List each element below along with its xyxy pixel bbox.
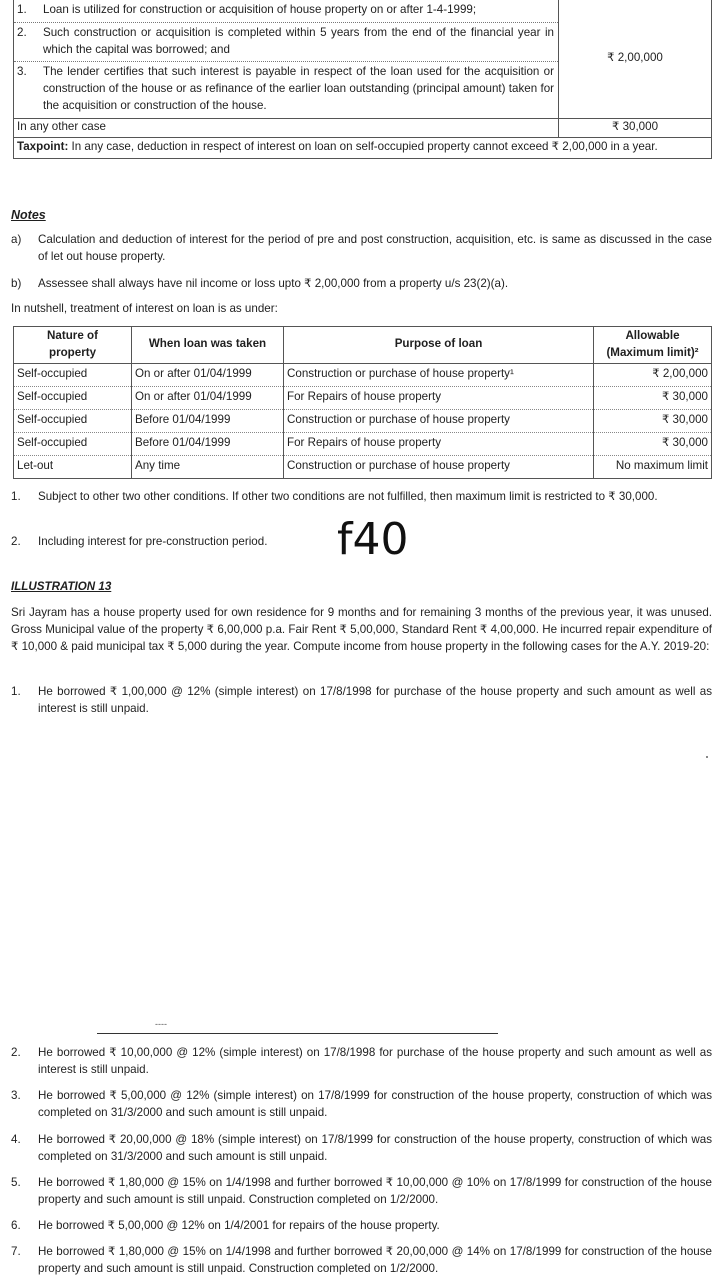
table-row bbox=[14, 386, 712, 409]
illustration-heading: ILLUSTRATION 13 bbox=[11, 580, 112, 593]
handwritten-page-mark: f40 bbox=[337, 514, 409, 565]
case-item: 1. He borrowed ₹ 1,00,000 @ 12% (simple interest) on 17/8/1998 for purchase of the house property and such amount as well as interest is still unpaid. bbox=[11, 685, 712, 715]
condition-text: The lender certifies that such interest is payable in respect of the loan used for the acquisition or construction of the house or as refinance of the earlier loan outstanding (principal amount) taken for the acquisition or construction of the house. bbox=[43, 65, 554, 112]
table-row bbox=[14, 409, 712, 432]
cell-when: On or after 01/04/1999 bbox=[132, 386, 284, 409]
cell-purpose: For Repairs of house property bbox=[284, 432, 594, 455]
cell-purpose: For Repairs of house property bbox=[284, 386, 594, 409]
header-purpose: Purpose of loan bbox=[284, 327, 594, 364]
case-item: 2. He borrowed ₹ 10,00,000 @ 12% (simple interest) on 17/8/1998 for purchase of the house property and such amount as well as interest is still unpaid. bbox=[11, 1046, 712, 1076]
interest-treatment-table bbox=[13, 326, 712, 479]
condition-item: 2. Such construction or acquisition is completed within 5 years from the end of the financial year in which the capital was borrowed; and bbox=[14, 23, 558, 63]
table-row bbox=[14, 363, 712, 386]
taxpoint-text: In any case, deduction in respect of interest on loan on self-occupied property cannot exceed ₹ 2,00,000 in a year. bbox=[68, 139, 658, 153]
cell-purpose: Construction or purchase of house property¹ bbox=[284, 363, 594, 386]
cell-limit: ₹ 30,000 bbox=[594, 386, 712, 409]
cell-nature: Let-out bbox=[14, 455, 132, 478]
case-item: 4. He borrowed ₹ 20,00,000 @ 18% (simple interest) on 17/8/1999 for construction of the house property, construction of which was completed on 31/3/2000 and such amount is still unpaid. bbox=[11, 1133, 712, 1163]
condition-item: 1. Loan is utilized for construction or acquisition of house property on or after 1-4-1999; bbox=[14, 0, 558, 23]
condition-text: Such construction or acquisition is completed within 5 years from the end of the financial year in which the capital was borrowed; and bbox=[43, 25, 554, 56]
case-item: 6. He borrowed ₹ 5,00,000 @ 12% on 1/4/2001 for repairs of the house property. bbox=[11, 1219, 440, 1232]
cell-nature: Self-occupied bbox=[14, 386, 132, 409]
taxpoint bbox=[14, 137, 711, 158]
notes-heading: Notes bbox=[11, 208, 46, 222]
other-case-amount: ₹ 30,000 bbox=[611, 120, 659, 134]
condition-item: 3. The lender certifies that such interest is payable in respect of the loan used for the acquisition or construction of the house or as refinance of the earlier loan outstanding (principal amount) taken for the acquisition or construction of the house. bbox=[14, 62, 558, 117]
cell-when: Before 01/04/1999 bbox=[132, 432, 284, 455]
table-row bbox=[14, 432, 712, 455]
header-when: When loan was taken bbox=[132, 327, 284, 364]
cell-purpose: Construction or purchase of house property bbox=[284, 455, 594, 478]
scan-speck bbox=[706, 756, 708, 758]
footnote-2: 2. Including interest for pre-construction period. bbox=[11, 535, 268, 548]
case-item: 3. He borrowed ₹ 5,00,000 @ 12% (simple interest) on 17/8/1999 for construction of the house property, construction of which was completed on 31/3/2000 and such amount is still unpaid. bbox=[11, 1089, 712, 1119]
condition-text: Loan is utilized for construction or acquisition of house property on or after 1-4-1999; bbox=[43, 3, 477, 16]
other-case-row bbox=[14, 118, 711, 137]
cell-limit: ₹ 30,000 bbox=[594, 432, 712, 455]
cell-nature: Self-occupied bbox=[14, 363, 132, 386]
case-item: 5. He borrowed ₹ 1,80,000 @ 15% on 1/4/1998 and further borrowed ₹ 10,00,000 @ 10% on 17/8/1999 for construction of the house property and such amount is still unpaid. Construction completed on 1/2/2000. bbox=[11, 1176, 712, 1206]
conditions-row bbox=[14, 0, 711, 118]
footnote-1: 1. Subject to other two other conditions. If other two conditions are not fulfilled, then maximum limit is restricted to ₹ 30,000. bbox=[11, 490, 658, 503]
other-case-label: In any other case bbox=[14, 119, 559, 137]
note-a: a) Calculation and deduction of interest for the period of pre and post construction, acquisition, etc. is same as discussed in the case of let out house property. bbox=[11, 233, 712, 263]
conditions-list bbox=[14, 0, 559, 118]
divider bbox=[97, 1033, 498, 1034]
cell-limit: No maximum limit bbox=[594, 455, 712, 478]
faint-mark: ---- bbox=[155, 1019, 167, 1029]
conditions-table bbox=[13, 0, 712, 159]
table-header-row bbox=[14, 327, 712, 364]
cell-when: Before 01/04/1999 bbox=[132, 409, 284, 432]
header-nature: Nature of property bbox=[14, 327, 132, 364]
cell-nature: Self-occupied bbox=[14, 432, 132, 455]
cell-limit: ₹ 30,000 bbox=[594, 409, 712, 432]
cell-limit: ₹ 2,00,000 bbox=[594, 363, 712, 386]
nutshell-intro: In nutshell, treatment of interest on loan is as under: bbox=[11, 302, 278, 315]
table-row bbox=[14, 455, 712, 478]
cell-nature: Self-occupied bbox=[14, 409, 132, 432]
case-item: 7. He borrowed ₹ 1,80,000 @ 15% on 1/4/1998 and further borrowed ₹ 20,00,000 @ 14% on 17/8/1999 for construction of the house property and such amount is still unpaid. Construction completed on 1/2/2000. bbox=[11, 1245, 712, 1275]
taxpoint-label: Taxpoint: bbox=[17, 139, 69, 153]
conditions-amount: ₹ 2,00,000 bbox=[607, 51, 663, 65]
header-allowable: Allowable (Maximum limit)² bbox=[594, 327, 712, 364]
cell-purpose: Construction or purchase of house property bbox=[284, 409, 594, 432]
note-b: b) Assessee shall always have nil income or loss upto ₹ 2,00,000 from a property u/s 23(2)(a). bbox=[11, 277, 509, 290]
cell-when: Any time bbox=[132, 455, 284, 478]
cell-when: On or after 01/04/1999 bbox=[132, 363, 284, 386]
illustration-body: Sri Jayram has a house property used for own residence for 9 months and for remaining 3 months of the previous year, it was unused. Gross Municipal value of the property ₹ 6,00,000 p.a. Fair Rent ₹ 5,00,000, Standard Rent ₹ 4,00,000. He incurred repair expenditure of ₹ 10,000 & paid municipal tax ₹ 5,000 during the year. Compute income from house property in the following cases for the A.Y. 2019-20: bbox=[11, 606, 712, 654]
